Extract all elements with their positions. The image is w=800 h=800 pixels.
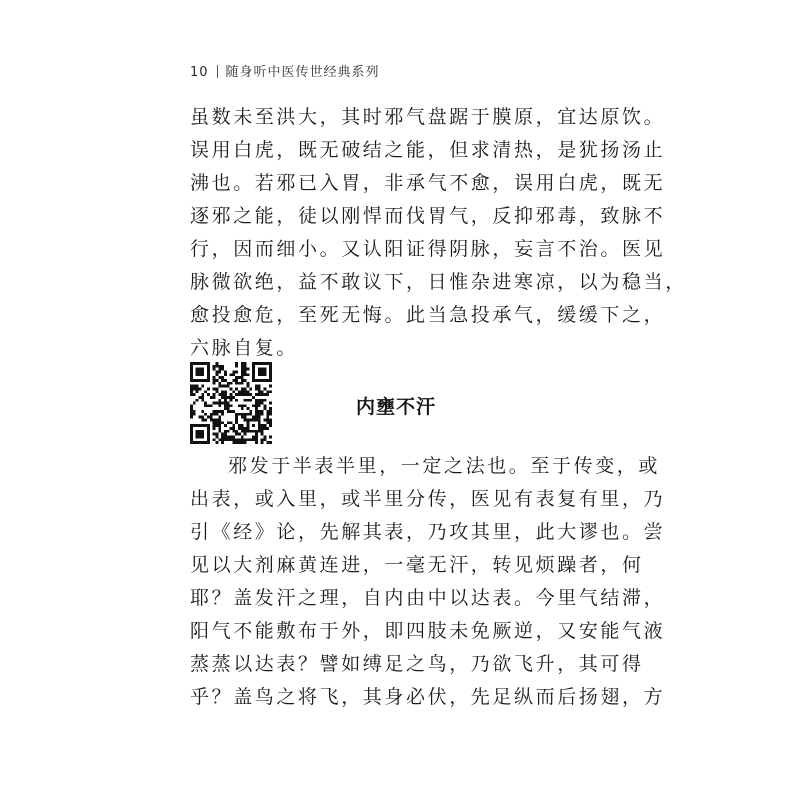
text-line: 六脉自复。 bbox=[190, 337, 299, 359]
section-title: 内壅不汗 bbox=[356, 396, 437, 418]
text-line: 行，因而细小。又认阳证得阴脉，妄言不治。医见 bbox=[190, 238, 666, 260]
text-line: 见以大剂麻黄连进，一毫无汗，转见烦躁者，何 bbox=[190, 554, 644, 576]
text-line: 误用白虎，既无破结之能，但求清热，是犹扬汤止 bbox=[190, 139, 666, 161]
text-line: 蒸蒸以达表？譬如缚足之鸟，乃欲飞升，其可得 bbox=[190, 653, 644, 675]
series-title: 随身听中医传世经典系列 bbox=[225, 65, 380, 80]
text-line: 逐邪之能，徒以刚悍而伐胃气，反抑邪毒，致脉不 bbox=[190, 205, 666, 227]
text-line: 耶？盖发汗之理，自内由中以达表。今里气结滞， bbox=[190, 587, 666, 609]
text-line: 阳气不能敷布于外，即四肢未免厥逆，又安能气液 bbox=[190, 620, 666, 642]
running-header bbox=[190, 61, 380, 80]
text-line: 邪发于半表半里，一定之法也。至于传变，或 bbox=[228, 455, 661, 477]
page-number: 10 bbox=[190, 65, 209, 80]
text-line: 引《经》论，先解其表，乃攻其里，此大谬也。尝 bbox=[190, 521, 666, 543]
text-line: 愈投愈危，至死无悔。此当急投承气，缓缓下之， bbox=[190, 304, 666, 326]
text-line: 沸也。若邪已入胃，非承气不愈，误用白虎，既无 bbox=[190, 172, 666, 194]
text-line: 出表，或入里，或半里分传，医见有表复有里，乃 bbox=[190, 488, 666, 510]
text-line: 虽数未至洪大，其时邪气盘踞于膜原，宜达原饮。 bbox=[190, 106, 666, 128]
qr-code-icon[interactable] bbox=[190, 362, 272, 444]
paragraph-1 bbox=[190, 101, 687, 365]
text-line: 脉微欲绝，益不敢议下，日惟杂进寒凉，以为稳当， bbox=[190, 271, 687, 293]
paragraph-2 bbox=[190, 450, 666, 714]
text-line: 乎？盖鸟之将飞，其身必伏，先足纵而后扬翅，方 bbox=[190, 686, 666, 708]
header-divider bbox=[217, 65, 218, 78]
